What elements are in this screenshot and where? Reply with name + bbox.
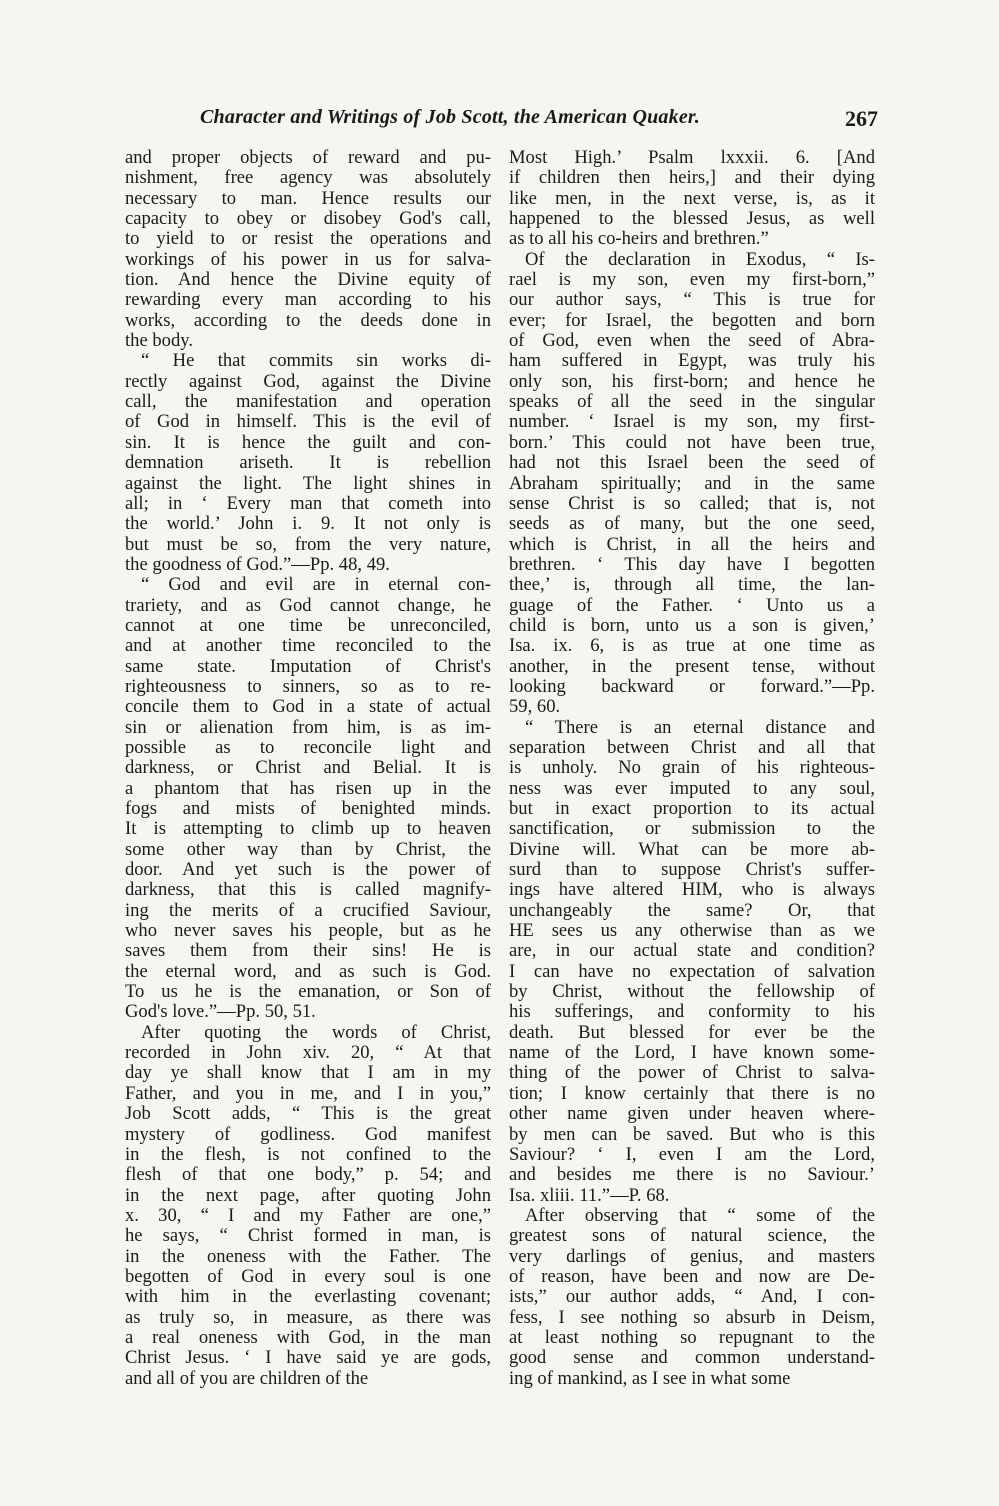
text-line: To us he is the emanation, or Son of: [125, 981, 491, 1003]
text-line: surd than to suppose Christ's suffer-: [509, 859, 875, 881]
text-line: thee,’ is, through all time, the lan-: [509, 574, 875, 596]
text-line: fogs and mists of benighted minds.: [125, 798, 491, 819]
text-line: with him in the everlasting covenant;: [125, 1286, 491, 1308]
text-line: Isa. ix. 6, is as true at one time as: [509, 635, 875, 657]
text-line: ing of mankind, as I see in what some: [509, 1367, 791, 1389]
text-line: Divine will. What can be more ab-: [509, 838, 875, 860]
text-line: darkness, that this is called magnify-: [125, 879, 491, 901]
text-line: ists,” our author adds, “ And, I con-: [509, 1286, 875, 1308]
text-line: another, in the present tense, without: [509, 655, 875, 677]
text-line: had not this Israel been the seed of: [509, 452, 875, 474]
text-line: sanctification, or submission to the: [509, 818, 875, 840]
text-line: I can have no expectation of salvation: [509, 960, 875, 982]
text-line: seeds as of many, but the one seed,: [509, 513, 875, 535]
text-line: Saviour? ‘ I, even I am the Lord,: [509, 1143, 875, 1165]
text-line: as truly so, in measure, as there was: [125, 1306, 491, 1328]
text-line: but in exact proportion to its actual: [509, 798, 875, 819]
text-line: After quoting the words of Christ,: [141, 1021, 491, 1043]
text-line: in the flesh, is not confined to the: [125, 1143, 491, 1165]
right-column: [509, 148, 875, 1389]
text-line: in the oneness with the Father. The: [125, 1245, 491, 1267]
text-line: but must be so, from the very nature,: [125, 533, 491, 555]
text-line: our author says, “ This is true for: [509, 289, 875, 311]
text-line: very darlings of genius, and masters: [509, 1245, 875, 1267]
text-line: guage of the Father. ‘ Unto us a: [509, 594, 875, 616]
text-line: death. But blessed for ever be the: [509, 1021, 875, 1043]
running-header: [128, 106, 878, 136]
text-line: other name given under heaven where-: [509, 1103, 875, 1125]
text-line: all; in ‘ Every man that cometh into: [125, 492, 491, 514]
text-line: “ There is an eternal distance and: [525, 716, 875, 738]
text-line: sin. It is hence the guilt and con-: [125, 431, 491, 453]
text-line: 59, 60.: [509, 696, 561, 718]
text-line: a real oneness with God, in the man: [125, 1326, 491, 1348]
paragraph: [509, 718, 875, 1206]
text-line: speaks of all the seed in the singular: [509, 391, 875, 413]
left-column: [125, 148, 491, 1389]
text-line: and besides me there is no Saviour.’: [509, 1164, 875, 1186]
text-line: if children then heirs,] and their dying: [509, 167, 875, 189]
text-line: he says, “ Christ formed in man, is: [125, 1225, 491, 1247]
text-line: flesh of that one body,” p. 54; and: [125, 1164, 491, 1186]
text-line: necessary to man. Hence results our: [125, 187, 491, 209]
running-title: Character and Writings of Job Scott, the American Quaker.: [200, 106, 700, 128]
text-line: Job Scott adds, “ This is the great: [125, 1103, 491, 1125]
text-line: call, the manifestation and operation: [125, 391, 491, 413]
text-line: recorded in John xiv. 20, “ At that: [125, 1042, 491, 1064]
text-line: of reason, have been and now are De-: [509, 1265, 875, 1287]
text-line: only son, his first-born; and hence he: [509, 370, 875, 392]
text-line: saves them from their sins! He is: [125, 940, 491, 962]
text-line: sense Christ is so called; that is, not: [509, 492, 875, 514]
text-line: workings of his power in us for salva-: [125, 248, 491, 270]
text-line: tion; I know certainly that there is no: [509, 1082, 875, 1104]
text-line: his sufferings, and conformity to his: [509, 1001, 875, 1023]
text-line: It is attempting to climb up to heaven: [125, 818, 491, 840]
text-line: against the light. The light shines in: [125, 472, 491, 494]
text-line: Of the declaration in Exodus, “ Is-: [525, 248, 875, 270]
text-line: number. ‘ Israel is my son, my first-: [509, 411, 875, 433]
text-line: cannot at one time be unreconciled,: [125, 614, 491, 636]
text-line: fess, I see nothing so absurb in Deism,: [509, 1306, 875, 1328]
text-line: ness was ever imputed to any soul,: [509, 777, 875, 799]
text-line: the goodness of God.”—Pp. 48, 49.: [125, 553, 390, 575]
text-line: day ye shall know that I am in my: [125, 1062, 491, 1084]
text-line: Abraham spiritually; and in the same: [509, 472, 875, 494]
text-line: capacity to obey or disobey God's call,: [125, 208, 491, 230]
text-line: concile them to God in a state of actual: [125, 696, 491, 718]
text-line: child is born, unto us a son is given,’: [509, 614, 875, 636]
text-line: darkness, or Christ and Belial. It is: [125, 757, 491, 779]
text-line: demnation ariseth. It is rebellion: [125, 452, 491, 474]
paragraph: [509, 250, 875, 718]
text-line: looking backward or forward.”—Pp.: [509, 675, 875, 697]
text-line: begotten of God in every soul is one: [125, 1265, 491, 1287]
text-line: separation between Christ and all that: [509, 736, 875, 758]
text-line: unchangeably the same? Or, that: [509, 899, 875, 921]
text-line: good sense and common understand-: [509, 1347, 875, 1369]
text-line: by men can be saved. But who is this: [509, 1123, 875, 1145]
text-line: born.’ This could not have been true,: [509, 431, 875, 453]
text-line: door. And yet such is the power of: [125, 859, 491, 881]
text-line: HE sees us any otherwise than as we: [509, 920, 875, 942]
text-line: is unholy. No grain of his righteous-: [509, 757, 875, 779]
text-line: the eternal word, and as such is God.: [125, 960, 491, 982]
text-line: x. 30, “ I and my Father are one,”: [125, 1204, 491, 1226]
text-line: happened to the blessed Jesus, as well: [509, 208, 875, 230]
text-line: who never saves his people, but as he: [125, 920, 491, 942]
text-line: as to all his co-heirs and brethren.”: [509, 228, 769, 250]
text-line: some other way than by Christ, the: [125, 838, 491, 860]
text-line: a phantom that has risen up in the: [125, 777, 491, 799]
text-line: in the next page, after quoting John: [125, 1184, 491, 1206]
text-line: Most High.’ Psalm lxxxii. 6. [And: [509, 147, 875, 168]
text-line: Christ Jesus. ‘ I have said ye are gods,: [125, 1347, 491, 1369]
text-line: thing of the power of Christ to salva-: [509, 1062, 875, 1084]
text-line: trariety, and as God cannot change, he: [125, 594, 491, 616]
text-line: and at another time reconciled to the: [125, 635, 491, 657]
text-line: Isa. xliii. 11.”—P. 68.: [509, 1184, 670, 1206]
text-line: are, in our actual state and condition?: [509, 940, 875, 962]
text-line: the world.’ John i. 9. It not only is: [125, 513, 491, 535]
paragraph: [125, 148, 491, 351]
text-line: rael is my son, even my first-born,”: [509, 269, 875, 291]
text-line: rectly against God, against the Divine: [125, 370, 491, 392]
text-line: Father, and you in me, and I in you,”: [125, 1082, 491, 1104]
text-line: ings have altered HIM, who is always: [509, 879, 875, 901]
text-line: by Christ, without the fellowship of: [509, 981, 875, 1003]
text-line: ing the merits of a crucified Saviour,: [125, 899, 491, 921]
text-line: mystery of godliness. God manifest: [125, 1123, 491, 1145]
text-line: rewarding every man according to his: [125, 289, 491, 311]
text-line: After observing that “ some of the: [525, 1204, 875, 1226]
text-line: greatest sons of natural science, the: [509, 1225, 875, 1247]
text-line: sin or alienation from him, is as im-: [125, 716, 491, 738]
text-line: ham suffered in Egypt, was truly his: [509, 350, 875, 372]
text-line: of God, even when the seed of Abra-: [509, 330, 875, 352]
text-line: “ God and evil are in eternal con-: [141, 574, 491, 596]
text-line: tion. And hence the Divine equity of: [125, 269, 491, 291]
text-line: at least nothing so repugnant to the: [509, 1326, 875, 1348]
text-line: ever; for Israel, the begotten and born: [509, 309, 875, 331]
text-line: of God in himself. This is the evil of: [125, 411, 491, 433]
paragraph: [125, 1023, 491, 1389]
paragraph: [509, 148, 875, 250]
text-line: possible as to reconcile light and: [125, 736, 491, 758]
page-number: 267: [845, 106, 878, 131]
text-line: and all of you are children of the: [125, 1367, 369, 1389]
text-line: to yield to or resist the operations and: [125, 228, 491, 250]
paragraph: [509, 1206, 875, 1389]
text-line: “ He that commits sin works di-: [141, 350, 491, 372]
text-line: like men, in the next verse, is, as it: [509, 187, 875, 209]
paragraph: [125, 575, 491, 1023]
paragraph: [125, 351, 491, 575]
text-line: the body.: [125, 330, 193, 352]
text-line: nishment, free agency was absolutely: [125, 167, 491, 189]
text-line: same state. Imputation of Christ's: [125, 655, 491, 677]
text-line: brethren. ‘ This day have I begotten: [509, 553, 875, 575]
text-line: righteousness to sinners, so as to re-: [125, 675, 491, 697]
text-line: name of the Lord, I have known some-: [509, 1042, 875, 1064]
text-line: which is Christ, in all the heirs and: [509, 533, 875, 555]
text-line: works, according to the deeds done in: [125, 309, 491, 331]
text-line: and proper objects of reward and pu-: [125, 147, 491, 168]
text-line: God's love.”—Pp. 50, 51.: [125, 1001, 316, 1023]
